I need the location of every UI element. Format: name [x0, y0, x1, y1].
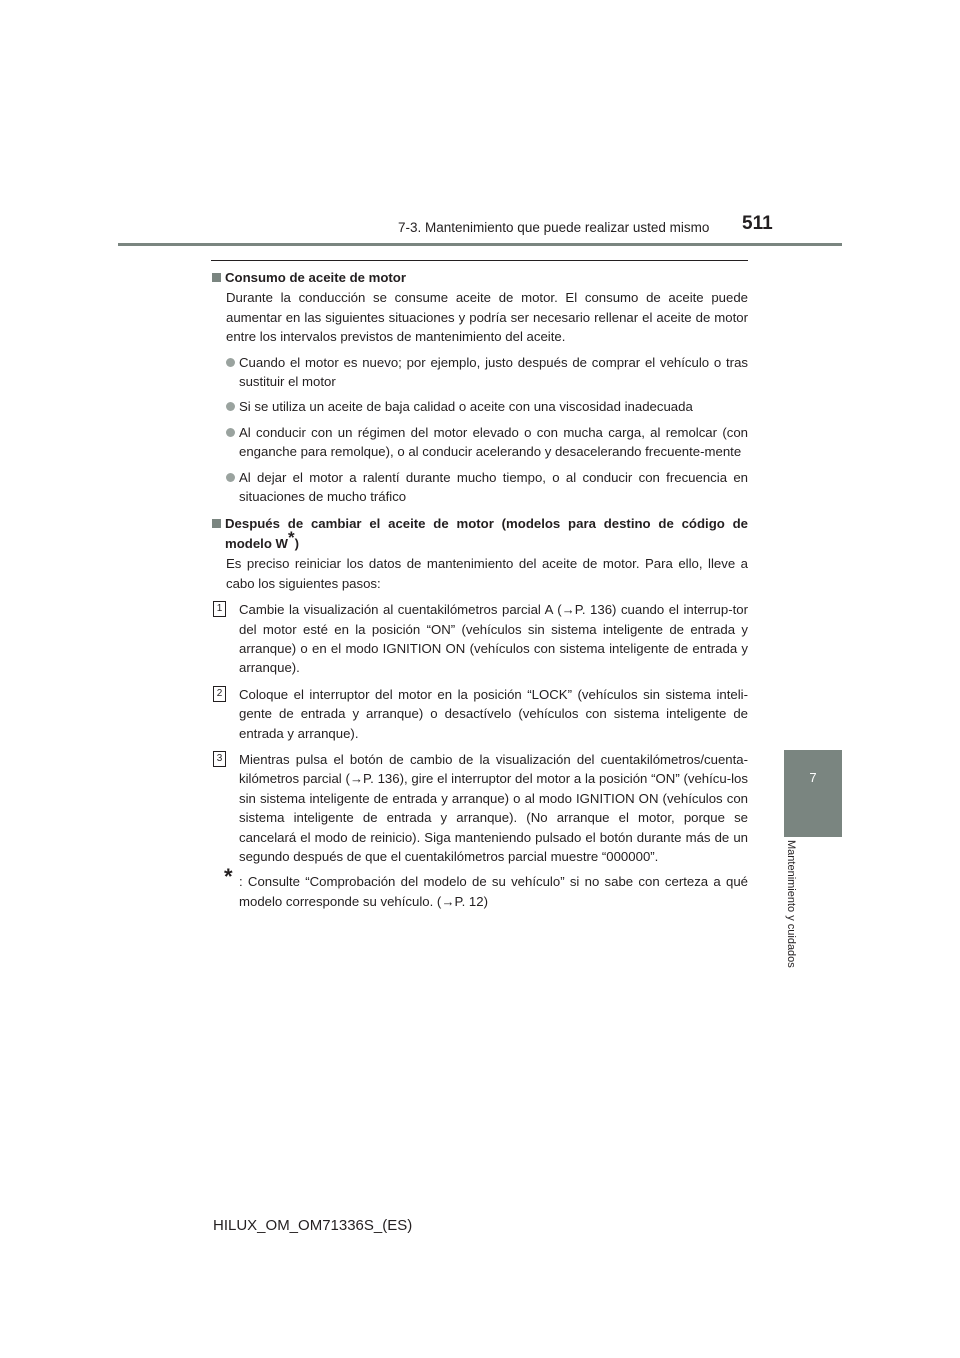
section-title: 7-3. Mantenimiento que puede realizar usted mismo	[398, 220, 710, 235]
chapter-side-title-text: Mantenimiento y cuidados	[785, 840, 797, 968]
chapter-tab	[784, 750, 842, 837]
square-bullet-icon	[212, 273, 221, 282]
round-bullet-icon	[226, 358, 235, 367]
oil-consumption-heading	[212, 268, 748, 287]
list-item-text: Al conducir con un régimen del motor elevado o con mucha carga, al remolcar (con enganche para remolque), o al conducir acelerando y desacelerando frecuente-mente	[239, 424, 748, 460]
step-number-badge: 1	[213, 601, 226, 617]
list-item	[212, 468, 748, 507]
round-bullet-icon	[226, 428, 235, 437]
footnote-asterisk: *	[224, 864, 233, 890]
chapter-side-title	[773, 840, 813, 980]
footnote-text: : Consulte “Comprobación del modelo de su vehículo” si no sabe con certeza a qué modelo corresponde su vehículo. (→P. 12)	[239, 874, 748, 909]
heading-asterisk: *	[288, 527, 295, 547]
list-item	[212, 353, 748, 392]
footer-document-code: HILUX_OM_OM71336S_(ES)	[213, 1217, 413, 1234]
step-text: Cambie la visualización al cuentakilómetros parcial A (→P. 136) cuando el interrup-tor del motor esté en la posición “ON” (vehículos sin sistema inteligente de entrada y arranque) o en el modo IGNITION ON (vehículos con sistema inteligente de entrada y arranque).	[239, 602, 748, 676]
step-item	[212, 685, 748, 743]
list-item	[212, 397, 748, 416]
content-top-rule	[211, 260, 748, 261]
footnote	[212, 864, 748, 911]
square-bullet-icon	[212, 519, 221, 528]
step-text: Coloque el interruptor del motor en la posición “LOCK” (vehículos sin sistema inteli-gente de entrada y arranque) o desactívelo (vehículos con sistema inteligente de entrada y arranque).	[239, 686, 748, 741]
oil-change-intro: Es preciso reiniciar los datos de mantenimiento del aceite de motor. Para ello, lleve a cabo los siguientes pasos:	[226, 556, 748, 591]
chapter-tab-number: 7	[809, 770, 817, 785]
list-item-text: Al dejar el motor a ralentí durante mucho tiempo, o al conducir con frecuencia en situaciones de mucho tráfico	[239, 469, 748, 505]
round-bullet-icon	[226, 402, 235, 411]
step-number-badge: 3	[213, 751, 226, 767]
oil-consumption-intro: Durante la conducción se consume aceite de motor. El consumo de aceite puede aumentar en las siguientes situaciones y podría ser necesario rellenar el aceite de motor entre los intervalos previstos de mantenimiento del aceite.	[226, 290, 748, 345]
oil-change-heading	[212, 514, 748, 553]
page-content	[212, 268, 748, 911]
heading-close-paren: )	[294, 535, 300, 551]
step-item	[212, 750, 748, 866]
list-item-text: Cuando el motor es nuevo; por ejemplo, justo después de comprar el vehículo o tras sustituir el motor	[239, 354, 748, 390]
step-item	[212, 600, 748, 678]
step-text: Mientras pulsa el botón de cambio de la visualización del cuentakilómetros/cuenta-kilómetros parcial (→P. 136), gire el interruptor del motor a la posición “ON” (vehícu-los sin sistema inteligente de entrada y arranque) o al modo IGNITION ON (vehículos con sistema inteligente de entrada y arranque). (No arranque el motor, porque se cancelará el modo de reinicio). Siga manteniendo pulsado el botón durante más de un segundo después de que el cuentakilómetros parcial muestre “000000”.	[239, 751, 748, 864]
list-item-text: Si se utiliza un aceite de baja calidad o aceite con una viscosidad inadecuada	[239, 399, 693, 415]
oil-change-heading-text: Después de cambiar el aceite de motor (modelos para destino de código de modelo W	[225, 516, 748, 551]
header-rule	[118, 243, 842, 246]
round-bullet-icon	[226, 473, 235, 482]
page-number: 511	[742, 213, 773, 234]
step-number-badge: 2	[213, 686, 226, 702]
list-item	[212, 423, 748, 462]
oil-consumption-heading-text: Consumo de aceite de motor	[225, 270, 406, 285]
